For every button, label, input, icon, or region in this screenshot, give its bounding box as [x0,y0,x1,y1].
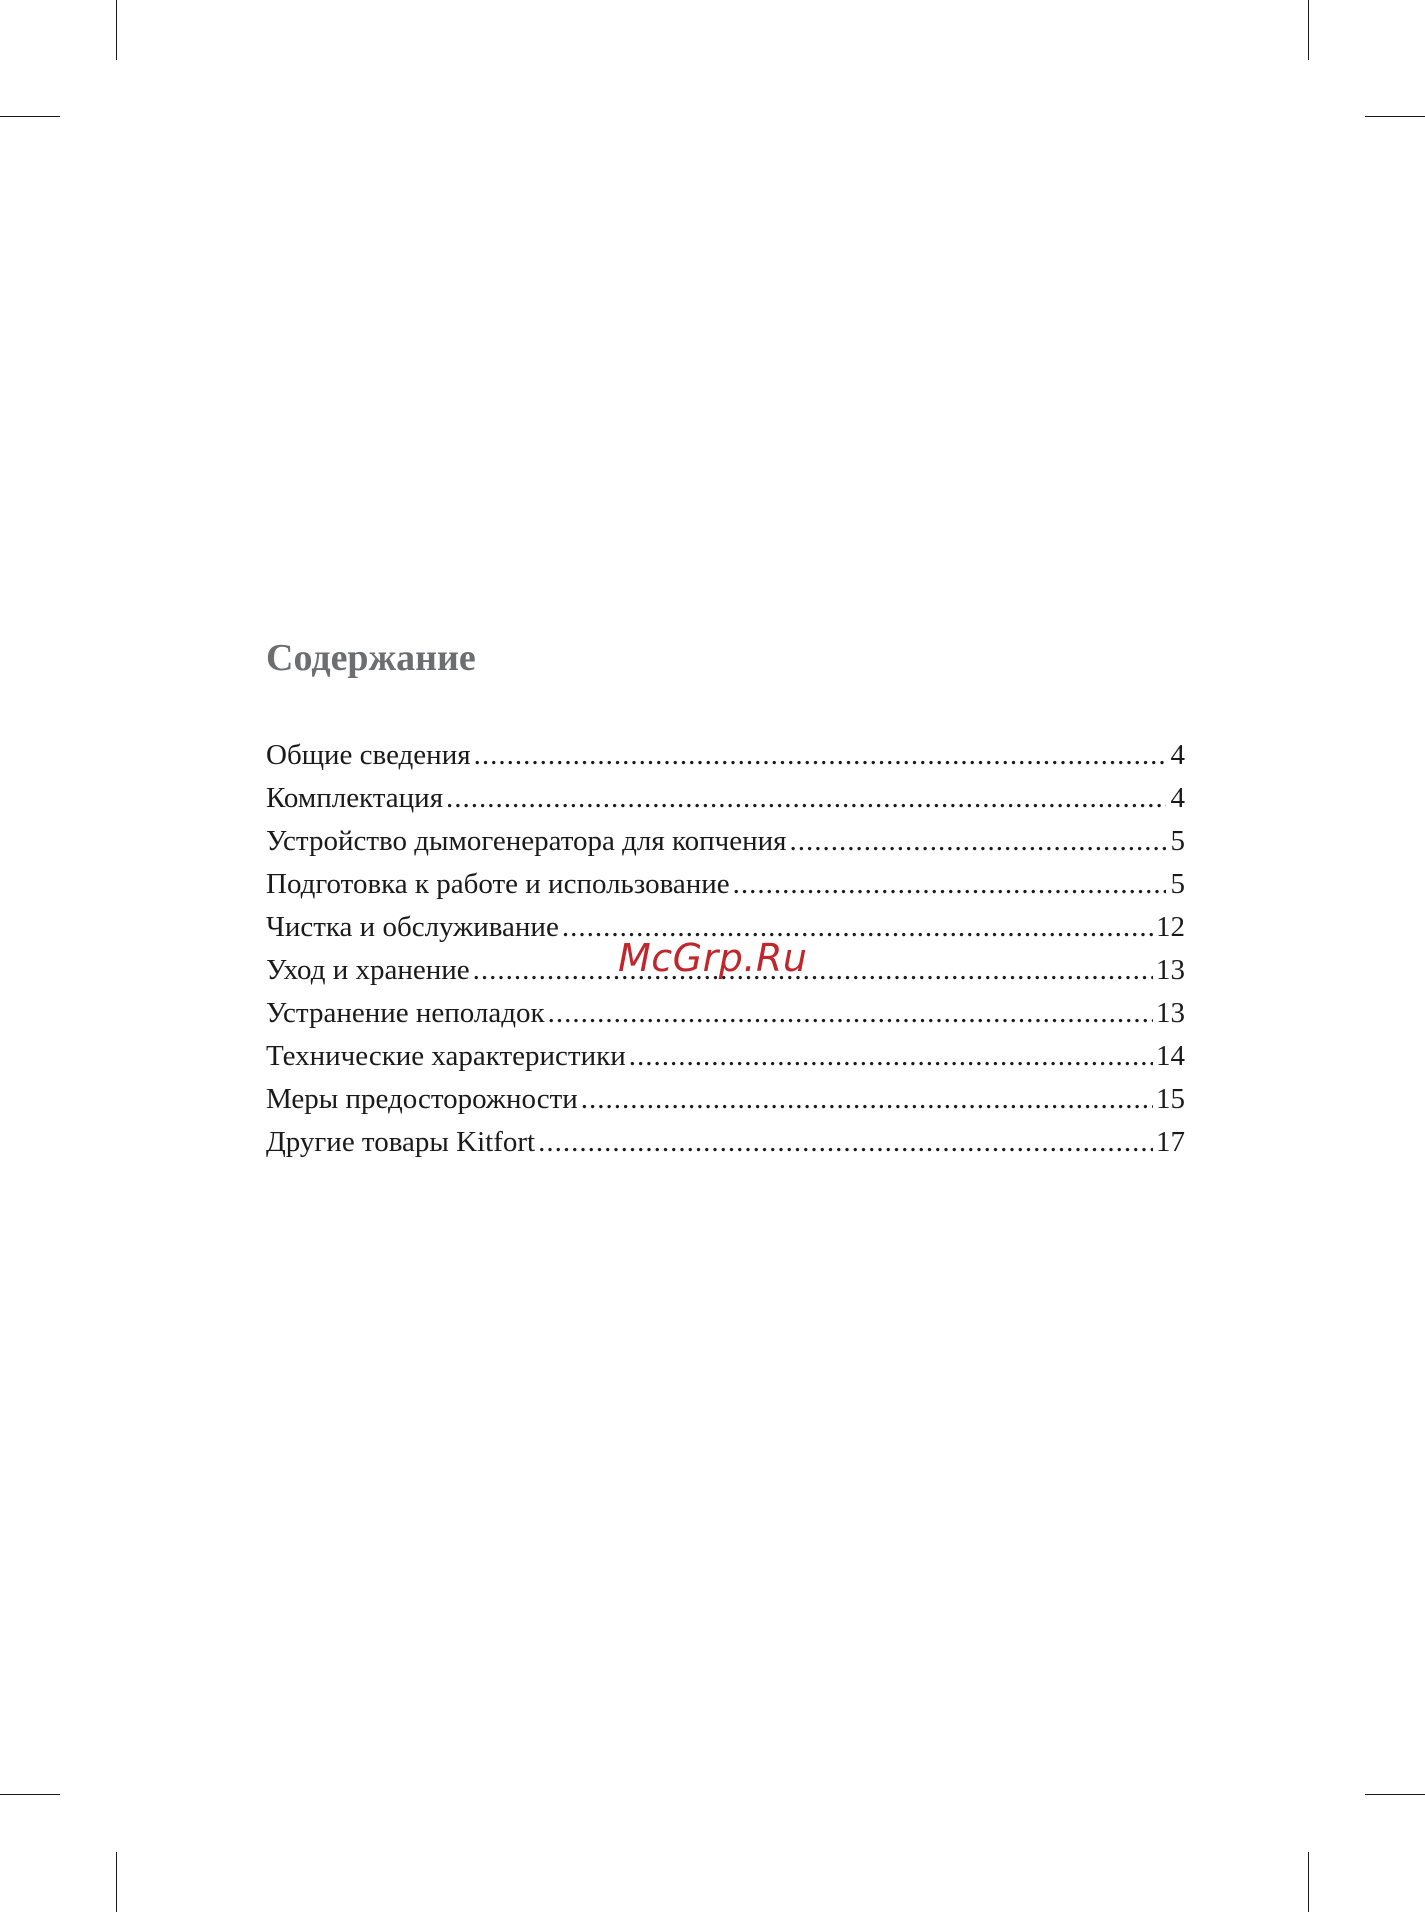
toc-entry-page: 5 [1170,868,1185,900]
table-of-contents [266,630,1185,1164]
toc-entry-label: Меры предосторожности [266,1083,578,1115]
toc-entry-page: 4 [1170,739,1185,771]
toc-entry-page: 5 [1170,825,1185,857]
toc-entry[interactable] [266,1121,1185,1164]
toc-entry[interactable] [266,992,1185,1035]
toc-leader-dots [446,777,1166,820]
toc-entry-page: 13 [1156,997,1185,1029]
toc-leader-dots [474,734,1166,777]
toc-entry-label: Устройство дымогенератора для копчения [266,825,787,857]
crop-mark-top-left-vertical [116,0,117,60]
toc-leader-dots [581,1078,1153,1121]
toc-leader-dots [538,1121,1153,1164]
toc-leader-dots [473,949,1153,992]
crop-mark-top-right-vertical [1308,0,1309,60]
toc-leader-dots [789,820,1166,863]
toc-entry[interactable] [266,820,1185,863]
toc-entry-label: Технические характеристики [266,1040,626,1072]
crop-mark-bottom-left-horizontal [0,1794,60,1795]
toc-entry[interactable] [266,734,1185,777]
crop-mark-bottom-right-horizontal [1365,1794,1425,1795]
toc-leader-dots [733,863,1166,906]
toc-entry[interactable] [266,1078,1185,1121]
toc-leader-dots [548,992,1153,1035]
toc-entry-label: Чистка и обслуживание [266,911,559,943]
toc-entry[interactable] [266,1035,1185,1078]
toc-entry-label: Уход и хранение [266,954,470,986]
toc-entry-page: 17 [1156,1126,1185,1158]
toc-entry-label: Общие сведения [266,739,471,771]
toc-entry-label: Комплектация [266,782,444,814]
toc-entry-page: 14 [1156,1040,1185,1072]
toc-entry-page: 13 [1156,954,1185,986]
toc-entry-page: 15 [1156,1083,1185,1115]
toc-entry-page: 4 [1170,782,1185,814]
watermark-text: McGrp.Ru [618,936,808,980]
crop-mark-bottom-right-vertical [1308,1852,1309,1912]
toc-entry-page: 12 [1156,911,1185,943]
toc-entry-label: Устранение неполадок [266,997,545,1029]
toc-title: Содержание [266,637,476,679]
toc-entry[interactable] [266,863,1185,906]
crop-mark-top-right-horizontal [1365,116,1425,117]
toc-entry-label: Подготовка к работе и использование [266,868,730,900]
toc-entry-label: Другие товары Kitfort [266,1126,536,1158]
toc-entry[interactable] [266,777,1185,820]
crop-mark-bottom-left-vertical [116,1852,117,1912]
crop-mark-top-left-horizontal [0,116,60,117]
toc-leader-dots [629,1035,1153,1078]
